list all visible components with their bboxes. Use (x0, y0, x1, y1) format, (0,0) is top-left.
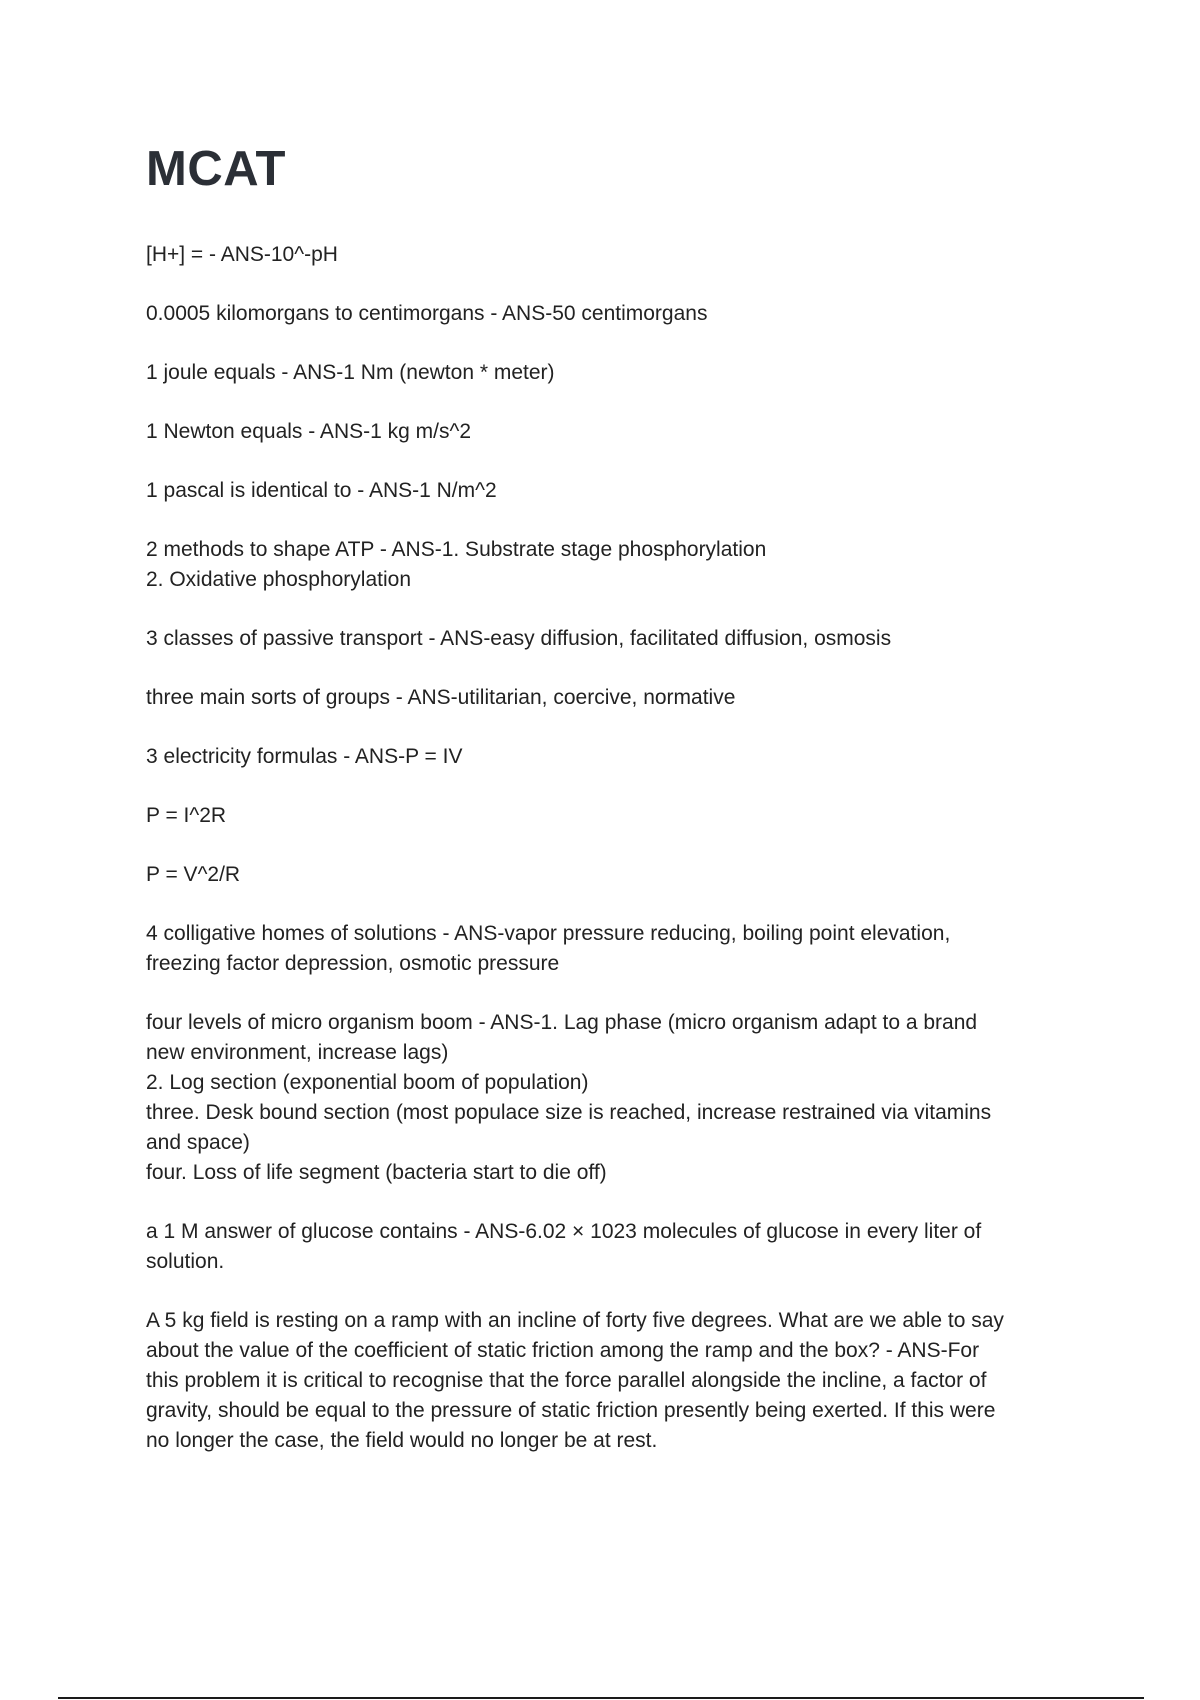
entry-line: no longer the case, the field would no longer be at rest. (146, 1429, 658, 1452)
entry-line: A 5 kg field is resting on a ramp with an incline of forty five degrees. What are we able to say (146, 1309, 1004, 1332)
entry-line: [H+] = - ANS-10^-pH (146, 243, 338, 266)
flashcard-entry (146, 919, 1066, 979)
flashcard-entry (146, 742, 1066, 772)
entry-line: 0.0005 kilomorgans to centimorgans - ANS-50 centimorgans (146, 302, 708, 325)
entry-line: solution. (146, 1250, 225, 1273)
flashcard-entry (146, 1217, 1066, 1277)
flashcard-entry (146, 624, 1066, 654)
flashcard-entry (146, 358, 1066, 388)
entry-line: three main sorts of groups - ANS-utilitarian, coercive, normative (146, 686, 736, 709)
footer-divider (58, 1697, 1144, 1699)
flashcard-entry (146, 1306, 1066, 1456)
entry-line: gravity, should be equal to the pressure of static friction presently being exerted. If this were (146, 1399, 996, 1422)
entry-line: four. Loss of life segment (bacteria start to die off) (146, 1161, 607, 1184)
entry-line: P = I^2R (146, 804, 227, 827)
entry-line: 2. Oxidative phosphorylation (146, 568, 411, 591)
flashcard-list (146, 240, 1066, 1485)
entry-line: four levels of micro organism boom - ANS-1. Lag phase (micro organism adapt to a brand (146, 1011, 978, 1034)
flashcard-entry (146, 476, 1066, 506)
entry-line: 2 methods to shape ATP - ANS-1. Substrate stage phosphorylation (146, 538, 767, 561)
entry-line: 1 pascal is identical to - ANS-1 N/m^2 (146, 479, 497, 502)
entry-line: about the value of the coefficient of static friction among the ramp and the box? - ANS-For (146, 1339, 980, 1362)
entry-line: a 1 M answer of glucose contains - ANS-6.02 × 1023 molecules of glucose in every liter of (146, 1220, 982, 1243)
entry-line: 1 Newton equals - ANS-1 kg m/s^2 (146, 420, 471, 443)
entry-line: 3 classes of passive transport - ANS-easy diffusion, facilitated diffusion, osmosis (146, 627, 892, 650)
flashcard-entry (146, 240, 1066, 270)
flashcard-entry (146, 860, 1066, 890)
flashcard-entry (146, 683, 1066, 713)
entry-line: and space) (146, 1131, 250, 1154)
flashcard-entry (146, 1008, 1066, 1188)
entry-line: 1 joule equals - ANS-1 Nm (newton * meter) (146, 361, 555, 384)
flashcard-entry (146, 417, 1066, 447)
flashcard-entry (146, 535, 1066, 595)
entry-line: 2. Log section (exponential boom of population) (146, 1071, 589, 1094)
entry-line: this problem it is critical to recognise that the force parallel alongside the incline, a factor of (146, 1369, 987, 1392)
entry-line: freezing factor depression, osmotic pressure (146, 952, 560, 975)
entry-line: P = V^2/R (146, 863, 241, 886)
flashcard-entry (146, 299, 1066, 329)
entry-line: 3 electricity formulas - ANS-P = IV (146, 745, 463, 768)
entry-line: three. Desk bound section (most populace size is reached, increase restrained via vitamins (146, 1101, 992, 1124)
entry-line: new environment, increase lags) (146, 1041, 449, 1064)
flashcard-entry (146, 801, 1066, 831)
page-title: MCAT (146, 142, 286, 196)
entry-line: 4 colligative homes of solutions - ANS-vapor pressure reducing, boiling point elevation, (146, 922, 951, 945)
